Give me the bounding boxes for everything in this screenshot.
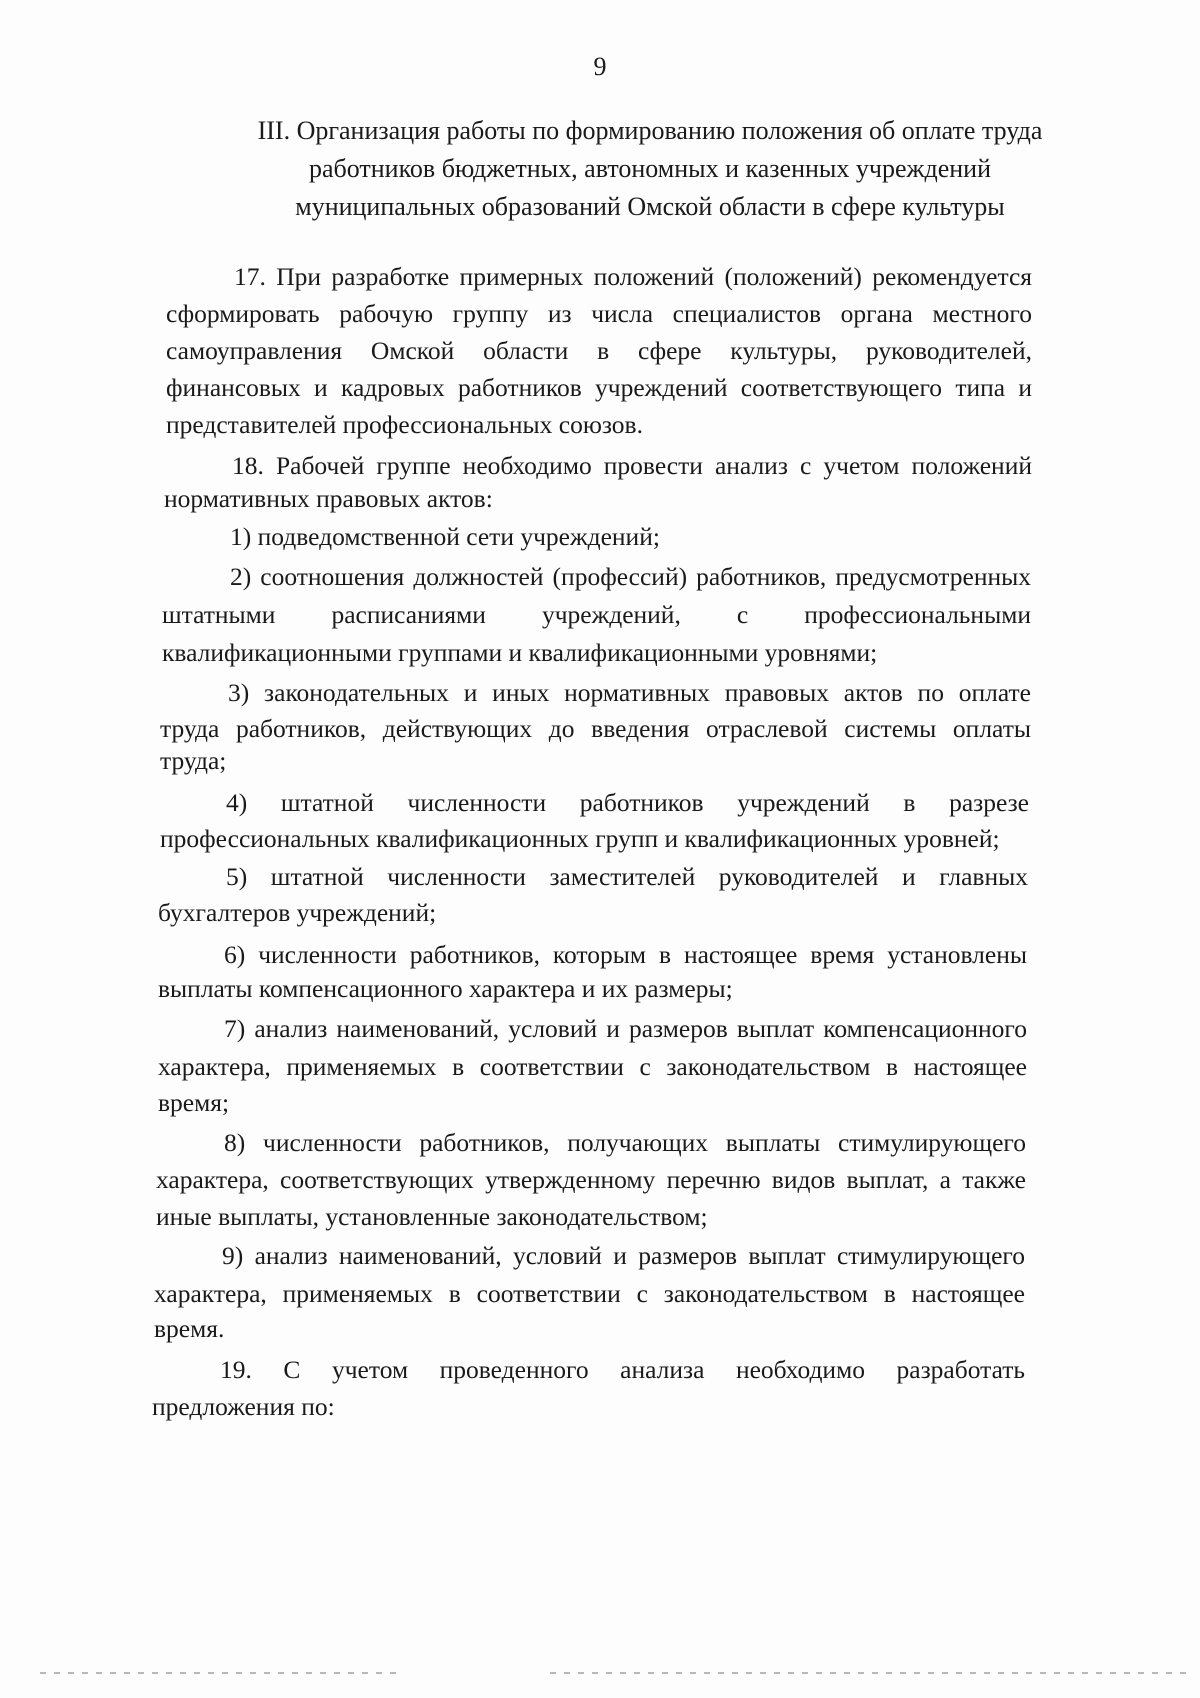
section-heading <box>200 112 1100 226</box>
paragraph-line: характера, применяемых в соответствии с законодательством в настоящее <box>158 1052 1027 1081</box>
list-item: 6) численности работников, которым в настоящее время установлены <box>224 940 1027 969</box>
paragraph-line: сформировать рабочую группу из числа специалистов органа местного <box>166 299 1032 328</box>
paragraph-line: иные выплаты, установленные законодательством; <box>156 1202 708 1231</box>
scan-artifact <box>550 1672 1190 1674</box>
paragraph-line: профессиональных квалификационных групп и квалификационных уровней; <box>160 824 1000 853</box>
page-number: 9 <box>593 52 607 81</box>
paragraph-line: 19. С учетом проведенного анализа необходимо разработать <box>220 1355 1025 1384</box>
paragraph-line: характера, соответствующих утвержденному перечню видов выплат, а также <box>156 1165 1026 1194</box>
paragraph-line: 17. При разработке примерных положений (положений) рекомендуется <box>234 262 1032 291</box>
paragraph-line: время. <box>154 1314 225 1343</box>
paragraph-line: штатными расписаниями учреждений, с профессиональными <box>162 600 1031 629</box>
list-item: 3) законодательных и иных нормативных правовых актов по оплате <box>228 678 1031 707</box>
paragraph-line: выплаты компенсационного характера и их размеры; <box>158 974 733 1003</box>
list-item: 5) штатной численности заместителей руководителей и главных <box>226 862 1028 891</box>
paragraph-line: нормативных правовых актов: <box>164 484 493 513</box>
heading-line: муниципальных образований Омской области в сфере культуры <box>295 192 1005 221</box>
list-item: 7) анализ наименований, условий и размеров выплат компенсационного <box>224 1014 1027 1043</box>
heading-line: III. Организация работы по формированию положения об оплате труда <box>257 116 1043 145</box>
paragraph-line: 18. Рабочей группе необходимо провести анализ с учетом положений <box>232 451 1032 480</box>
paragraph-line: труда; <box>160 746 227 775</box>
list-item: 9) анализ наименований, условий и размеров выплат стимулирующего <box>222 1241 1025 1270</box>
paragraph-line: финансовых и кадровых работников учреждений соответствующего типа и <box>166 373 1032 402</box>
scan-artifact <box>40 1672 400 1674</box>
paragraph-line: предложения по: <box>152 1392 335 1421</box>
list-item: 1) подведомственной сети учреждений; <box>230 522 660 551</box>
paragraph-line: бухгалтеров учреждений; <box>158 898 437 927</box>
heading-line: работников бюджетных, автономных и казенных учреждений <box>308 154 991 183</box>
paragraph-line: представителей профессиональных союзов. <box>166 410 643 439</box>
list-item: 2) соотношения должностей (профессий) работников, предусмотренных <box>230 562 1031 591</box>
list-item: 4) штатной численности работников учреждений в разрезе <box>226 788 1029 817</box>
paragraph-line: время; <box>158 1088 230 1117</box>
paragraph-line: квалификационными группами и квалификационными уровнями; <box>162 638 878 667</box>
list-item: 8) численности работников, получающих выплаты стимулирующего <box>224 1128 1026 1157</box>
paragraph-line: самоуправления Омской области в сфере культуры, руководителей, <box>166 336 1032 365</box>
paragraph-line: труда работников, действующих до введения отраслевой системы оплаты <box>160 714 1031 743</box>
paragraph-line: характера, применяемых в соответствии с законодательством в настоящее <box>154 1279 1025 1308</box>
